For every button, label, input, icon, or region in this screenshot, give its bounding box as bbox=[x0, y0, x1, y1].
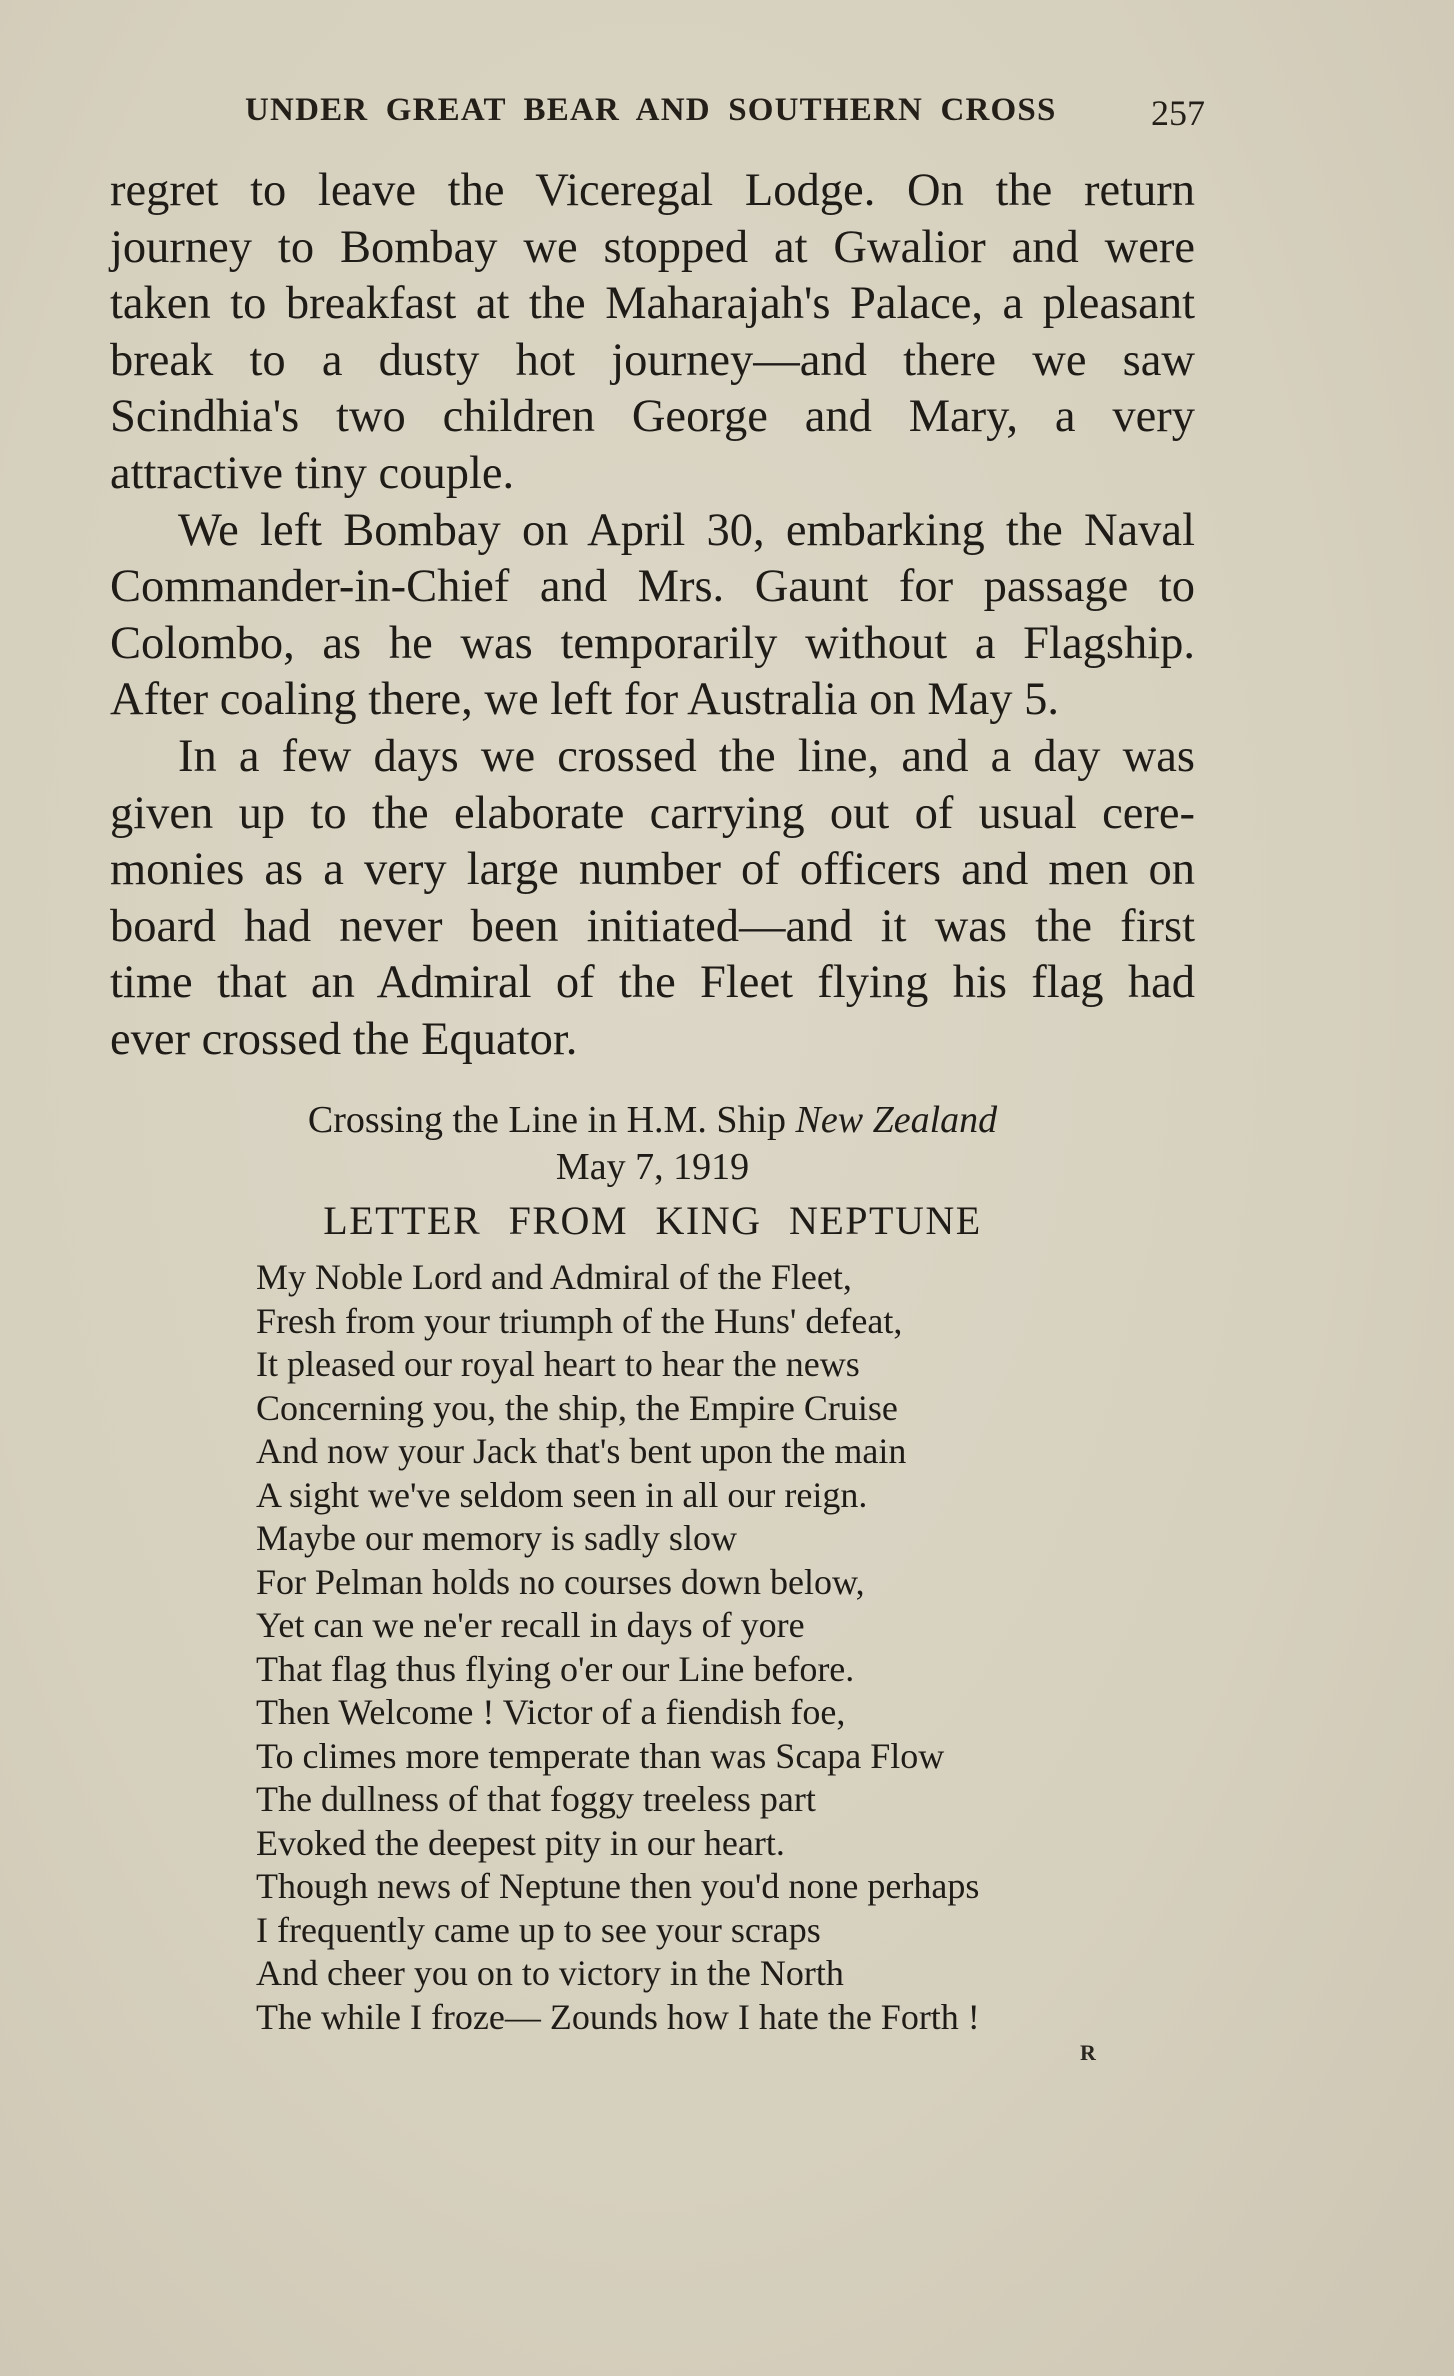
text-line: monies as a very large number of officers and men on bbox=[110, 844, 1195, 896]
poem-line: The while I froze— Zounds how I hate the Forth ! bbox=[256, 1996, 980, 2037]
poem-line: For Pelman holds no courses down below, bbox=[256, 1561, 865, 1602]
text-line: After coaling there, we left for Australia on May 5. bbox=[110, 674, 1060, 726]
text-line: given up to the elaborate carrying out of usual cere- bbox=[110, 787, 1195, 839]
poem-line: I frequently came up to see your scraps bbox=[256, 1909, 821, 1950]
poem-line: The dullness of that foggy treeless part bbox=[256, 1779, 816, 1819]
page-header bbox=[245, 92, 1205, 142]
poem-line: To climes more temperate than was Scapa Flow bbox=[256, 1735, 945, 1776]
poem-line: Evoked the deepest pity in our heart. bbox=[256, 1822, 785, 1863]
poem-line: Yet can we ne'er recall in days of yore bbox=[256, 1605, 805, 1645]
text-line: ever crossed the Equator. bbox=[110, 1013, 578, 1065]
poem-line: Maybe our memory is sadly slow bbox=[256, 1518, 737, 1558]
neptune-poem bbox=[256, 1256, 1136, 2039]
running-head: UNDER GREAT BEAR AND SOUTHERN CROSS bbox=[245, 92, 1057, 128]
text-line: board had never been initiated—and it was the first bbox=[110, 900, 1195, 952]
poem-line: A sight we've seldom seen in all our reign. bbox=[256, 1474, 868, 1515]
paragraph-1 bbox=[110, 163, 1195, 503]
ship-name: New Zealand bbox=[795, 1099, 998, 1141]
paragraph-2 bbox=[110, 503, 1195, 729]
text-line: Colombo, as he was temporarily without a Flagship. bbox=[110, 617, 1195, 669]
poem-line: And cheer you on to victory in the North bbox=[256, 1953, 844, 1993]
text-line: We left Bombay on April 30, embarking the Naval bbox=[178, 504, 1195, 556]
letter-crossing-line bbox=[110, 1097, 1195, 1143]
text-line: time that an Admiral of the Fleet flying his flag had bbox=[110, 957, 1195, 1009]
poem-line: Then Welcome ! Victor of a fiendish foe, bbox=[256, 1692, 846, 1732]
text-line: Commander-in-Chief and Mrs. Gaunt for passage to bbox=[110, 561, 1195, 613]
poem-line: My Noble Lord and Admiral of the Fleet, bbox=[256, 1257, 852, 1297]
poem-line: It pleased our royal heart to hear the news bbox=[256, 1344, 860, 1384]
body-text bbox=[110, 163, 1195, 1069]
text-line: break to a dusty hot journey—and there we saw bbox=[110, 334, 1195, 386]
letter-title: LETTER FROM KING NEPTUNE bbox=[323, 1198, 982, 1243]
text-line: In a few days we crossed the line, and a day was bbox=[178, 730, 1195, 782]
poem-line: And now your Jack that's bent upon the main bbox=[256, 1431, 907, 1471]
paragraph-3 bbox=[110, 729, 1195, 1069]
text-line: attractive tiny couple. bbox=[110, 447, 515, 499]
text-line: regret to leave the Viceregal Lodge. On the return bbox=[110, 165, 1195, 216]
signature-mark: R bbox=[1080, 2040, 1096, 2065]
text-line: Scindhia's two children George and Mary, a very bbox=[110, 391, 1195, 443]
letter-date: May 7, 1919 bbox=[555, 1146, 750, 1188]
text-line: journey to Bombay we stopped at Gwalior and were bbox=[110, 221, 1195, 273]
page-number: 257 bbox=[1151, 93, 1205, 133]
poem-line: Concerning you, the ship, the Empire Cruise bbox=[256, 1387, 898, 1428]
text-line: taken to breakfast at the Maharajah's Palace, a pleasant bbox=[110, 278, 1195, 330]
poem-line: That flag thus flying o'er our Line before. bbox=[256, 1648, 855, 1689]
crossing-prefix: Crossing the Line in H.M. Ship bbox=[307, 1099, 796, 1141]
poem-line: Though news of Neptune then you'd none perhaps bbox=[256, 1866, 980, 1906]
poem-line: Fresh from your triumph of the Huns' defeat, bbox=[256, 1300, 903, 1341]
